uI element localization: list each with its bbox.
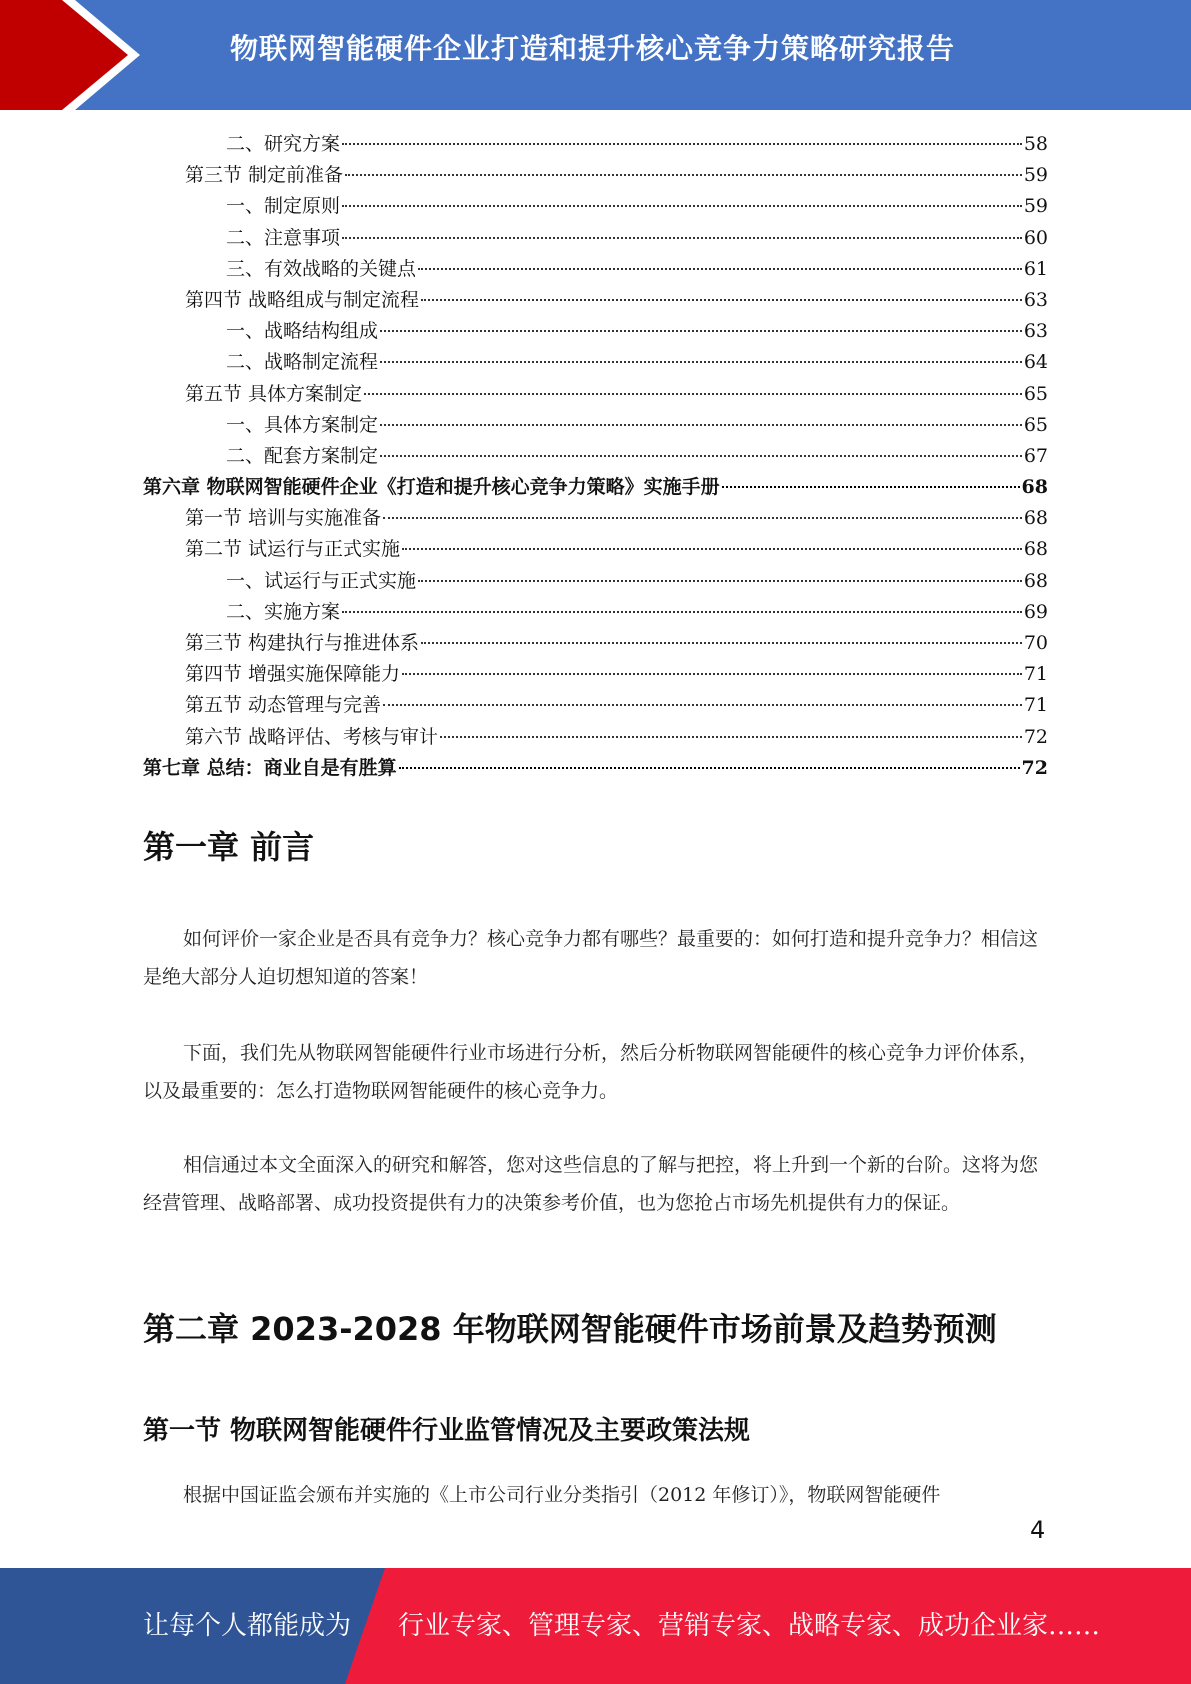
page-header	[0, 0, 1191, 110]
toc-leader-dots	[418, 267, 1022, 270]
toc-leader-dots	[440, 735, 1022, 738]
toc-entry-page: 59	[1023, 164, 1048, 187]
toc-entry-title: 二、战略制定流程	[226, 351, 379, 374]
toc-entry-title: 二、注意事项	[226, 226, 341, 249]
toc-entry-title: 第一节 培训与实施准备	[185, 507, 382, 530]
toc-entry-title: 一、战略结构组成	[226, 320, 379, 343]
toc-leader-dots	[342, 142, 1022, 145]
toc-entry-title: 第四节 战略组成与制定流程	[185, 288, 420, 311]
toc-entry[interactable]	[143, 285, 1048, 316]
toc-entry-page: 65	[1023, 413, 1048, 436]
toc-entry[interactable]	[143, 628, 1048, 659]
toc-entry-page: 71	[1023, 663, 1048, 686]
footer-slogan-right: 行业专家、管理专家、营销专家、战略专家、成功企业家……	[398, 1611, 1101, 1641]
toc-entry-title: 三、有效战略的关键点	[226, 257, 417, 280]
toc-entry-title: 第四节 增强实施保障能力	[185, 663, 401, 686]
toc-entry-title: 一、试运行与正式实施	[226, 569, 417, 592]
toc-entry[interactable]	[143, 347, 1048, 378]
toc-entry-page: 59	[1023, 195, 1048, 218]
toc-leader-dots	[380, 454, 1022, 457]
toc-entry-title: 第二节 试运行与正式实施	[185, 538, 401, 561]
toc-entry[interactable]	[143, 379, 1048, 410]
toc-entry-page: 68	[1023, 507, 1048, 530]
toc-entry-page: 63	[1023, 288, 1048, 311]
toc-leader-dots	[421, 641, 1022, 644]
toc-entry[interactable]	[143, 472, 1048, 503]
toc-entry[interactable]	[143, 129, 1048, 160]
page-footer	[0, 1568, 1191, 1684]
toc-entry[interactable]	[143, 503, 1048, 534]
toc-entry[interactable]	[143, 690, 1048, 721]
footer-slogan-left: 让每个人都能成为	[143, 1611, 352, 1641]
toc-entry[interactable]	[143, 597, 1048, 628]
toc-entry-page: 64	[1023, 351, 1048, 374]
toc-entry[interactable]	[143, 316, 1048, 347]
toc-leader-dots	[722, 485, 1020, 488]
paragraph-4: 根据中国证监会颁布并实施的《上市公司行业分类指引（2012 年修订）》，物联网智能硬件	[183, 1484, 941, 1506]
toc-entry-page: 58	[1023, 133, 1048, 155]
toc-entry-title: 二、研究方案	[226, 133, 341, 155]
toc-leader-dots	[421, 298, 1022, 301]
toc-entry-title: 第七章 总结：商业自是有胜算	[143, 756, 397, 779]
toc-entry[interactable]	[143, 566, 1048, 597]
toc-leader-dots	[418, 579, 1022, 582]
toc-entry[interactable]	[143, 254, 1048, 285]
header-title: 物联网智能硬件企业打造和提升核心竞争力策略研究报告	[230, 32, 956, 65]
chapter1-title: 第一章 前言	[143, 828, 315, 866]
toc-entry[interactable]	[143, 223, 1048, 254]
toc-leader-dots	[342, 610, 1022, 613]
toc-entry-page: 68	[1023, 538, 1048, 561]
toc-entry[interactable]	[143, 659, 1048, 690]
toc-leader-dots	[380, 329, 1022, 332]
toc-entry-page: 63	[1023, 320, 1048, 343]
toc-entry[interactable]	[143, 441, 1048, 472]
toc-leader-dots	[399, 766, 1020, 769]
toc-leader-dots	[402, 672, 1022, 675]
toc-entry-page: 67	[1023, 444, 1048, 467]
page-number: 4	[1030, 1516, 1046, 1544]
toc-entry-page: 61	[1023, 257, 1048, 280]
toc-leader-dots	[383, 516, 1022, 519]
toc-entry-page: 70	[1023, 632, 1048, 654]
toc-leader-dots	[380, 360, 1022, 363]
toc-entry-page: 65	[1023, 382, 1048, 405]
toc-leader-dots	[342, 236, 1022, 239]
toc-entry-page: 72	[1023, 725, 1048, 748]
toc-entry[interactable]	[143, 160, 1048, 191]
toc-entry-title: 第六章 物联网智能硬件企业《打造和提升核心竞争力策略》实施手册	[143, 476, 720, 499]
toc-entry-page: 68	[1021, 476, 1048, 499]
table-of-contents	[143, 129, 1048, 784]
paragraph-2: 下面，我们先从物联网智能硬件行业市场进行分析，然后分析物联网智能硬件的核心竞争力评价体系，以及最重要的：怎么打造物联网智能硬件的核心竞争力。	[143, 1042, 1039, 1102]
toc-entry-title: 第三节 构建执行与推进体系	[185, 632, 420, 654]
toc-entry-page: 71	[1023, 694, 1048, 717]
toc-entry-title: 一、具体方案制定	[226, 413, 379, 436]
toc-leader-dots	[345, 173, 1022, 176]
toc-leader-dots	[383, 703, 1022, 706]
toc-entry[interactable]	[143, 191, 1048, 222]
section1-title: 第一节 物联网智能硬件行业监管情况及主要政策法规	[143, 1416, 751, 1446]
toc-entry-page: 69	[1023, 600, 1048, 623]
toc-entry[interactable]	[143, 753, 1048, 784]
toc-entry-page: 60	[1023, 226, 1048, 249]
toc-leader-dots	[342, 204, 1022, 207]
toc-entry-title: 第三节 制定前准备	[185, 164, 344, 187]
toc-entry-title: 第六节 战略评估、考核与审计	[185, 725, 439, 748]
toc-leader-dots	[402, 547, 1022, 550]
toc-entry-page: 68	[1023, 569, 1048, 592]
toc-leader-dots	[364, 392, 1022, 395]
toc-entry-title: 二、实施方案	[226, 600, 341, 623]
toc-entry-title: 一、制定原则	[226, 195, 341, 218]
toc-entry-title: 第五节 具体方案制定	[185, 382, 363, 405]
toc-entry-title: 二、配套方案制定	[226, 444, 379, 467]
paragraph-3: 相信通过本文全面深入的研究和解答，您对这些信息的了解与把控，将上升到一个新的台阶。这将为您经营管理、战略部署、成功投资提供有力的决策参考价值，也为您抢占市场先机提供有力的保证。	[143, 1154, 1039, 1214]
toc-entry-page: 72	[1021, 756, 1048, 779]
toc-entry[interactable]	[143, 722, 1048, 753]
toc-entry[interactable]	[143, 534, 1048, 565]
toc-leader-dots	[380, 423, 1022, 426]
paragraph-1: 如何评价一家企业是否具有竞争力？核心竞争力都有哪些？最重要的：如何打造和提升竞争力？相信这是绝大部分人迫切想知道的答案！	[143, 928, 1039, 988]
chapter2-title: 第二章 2023-2028 年物联网智能硬件市场前景及趋势预测	[143, 1310, 997, 1348]
toc-entry-title: 第五节 动态管理与完善	[185, 694, 382, 717]
toc-entry[interactable]	[143, 410, 1048, 441]
